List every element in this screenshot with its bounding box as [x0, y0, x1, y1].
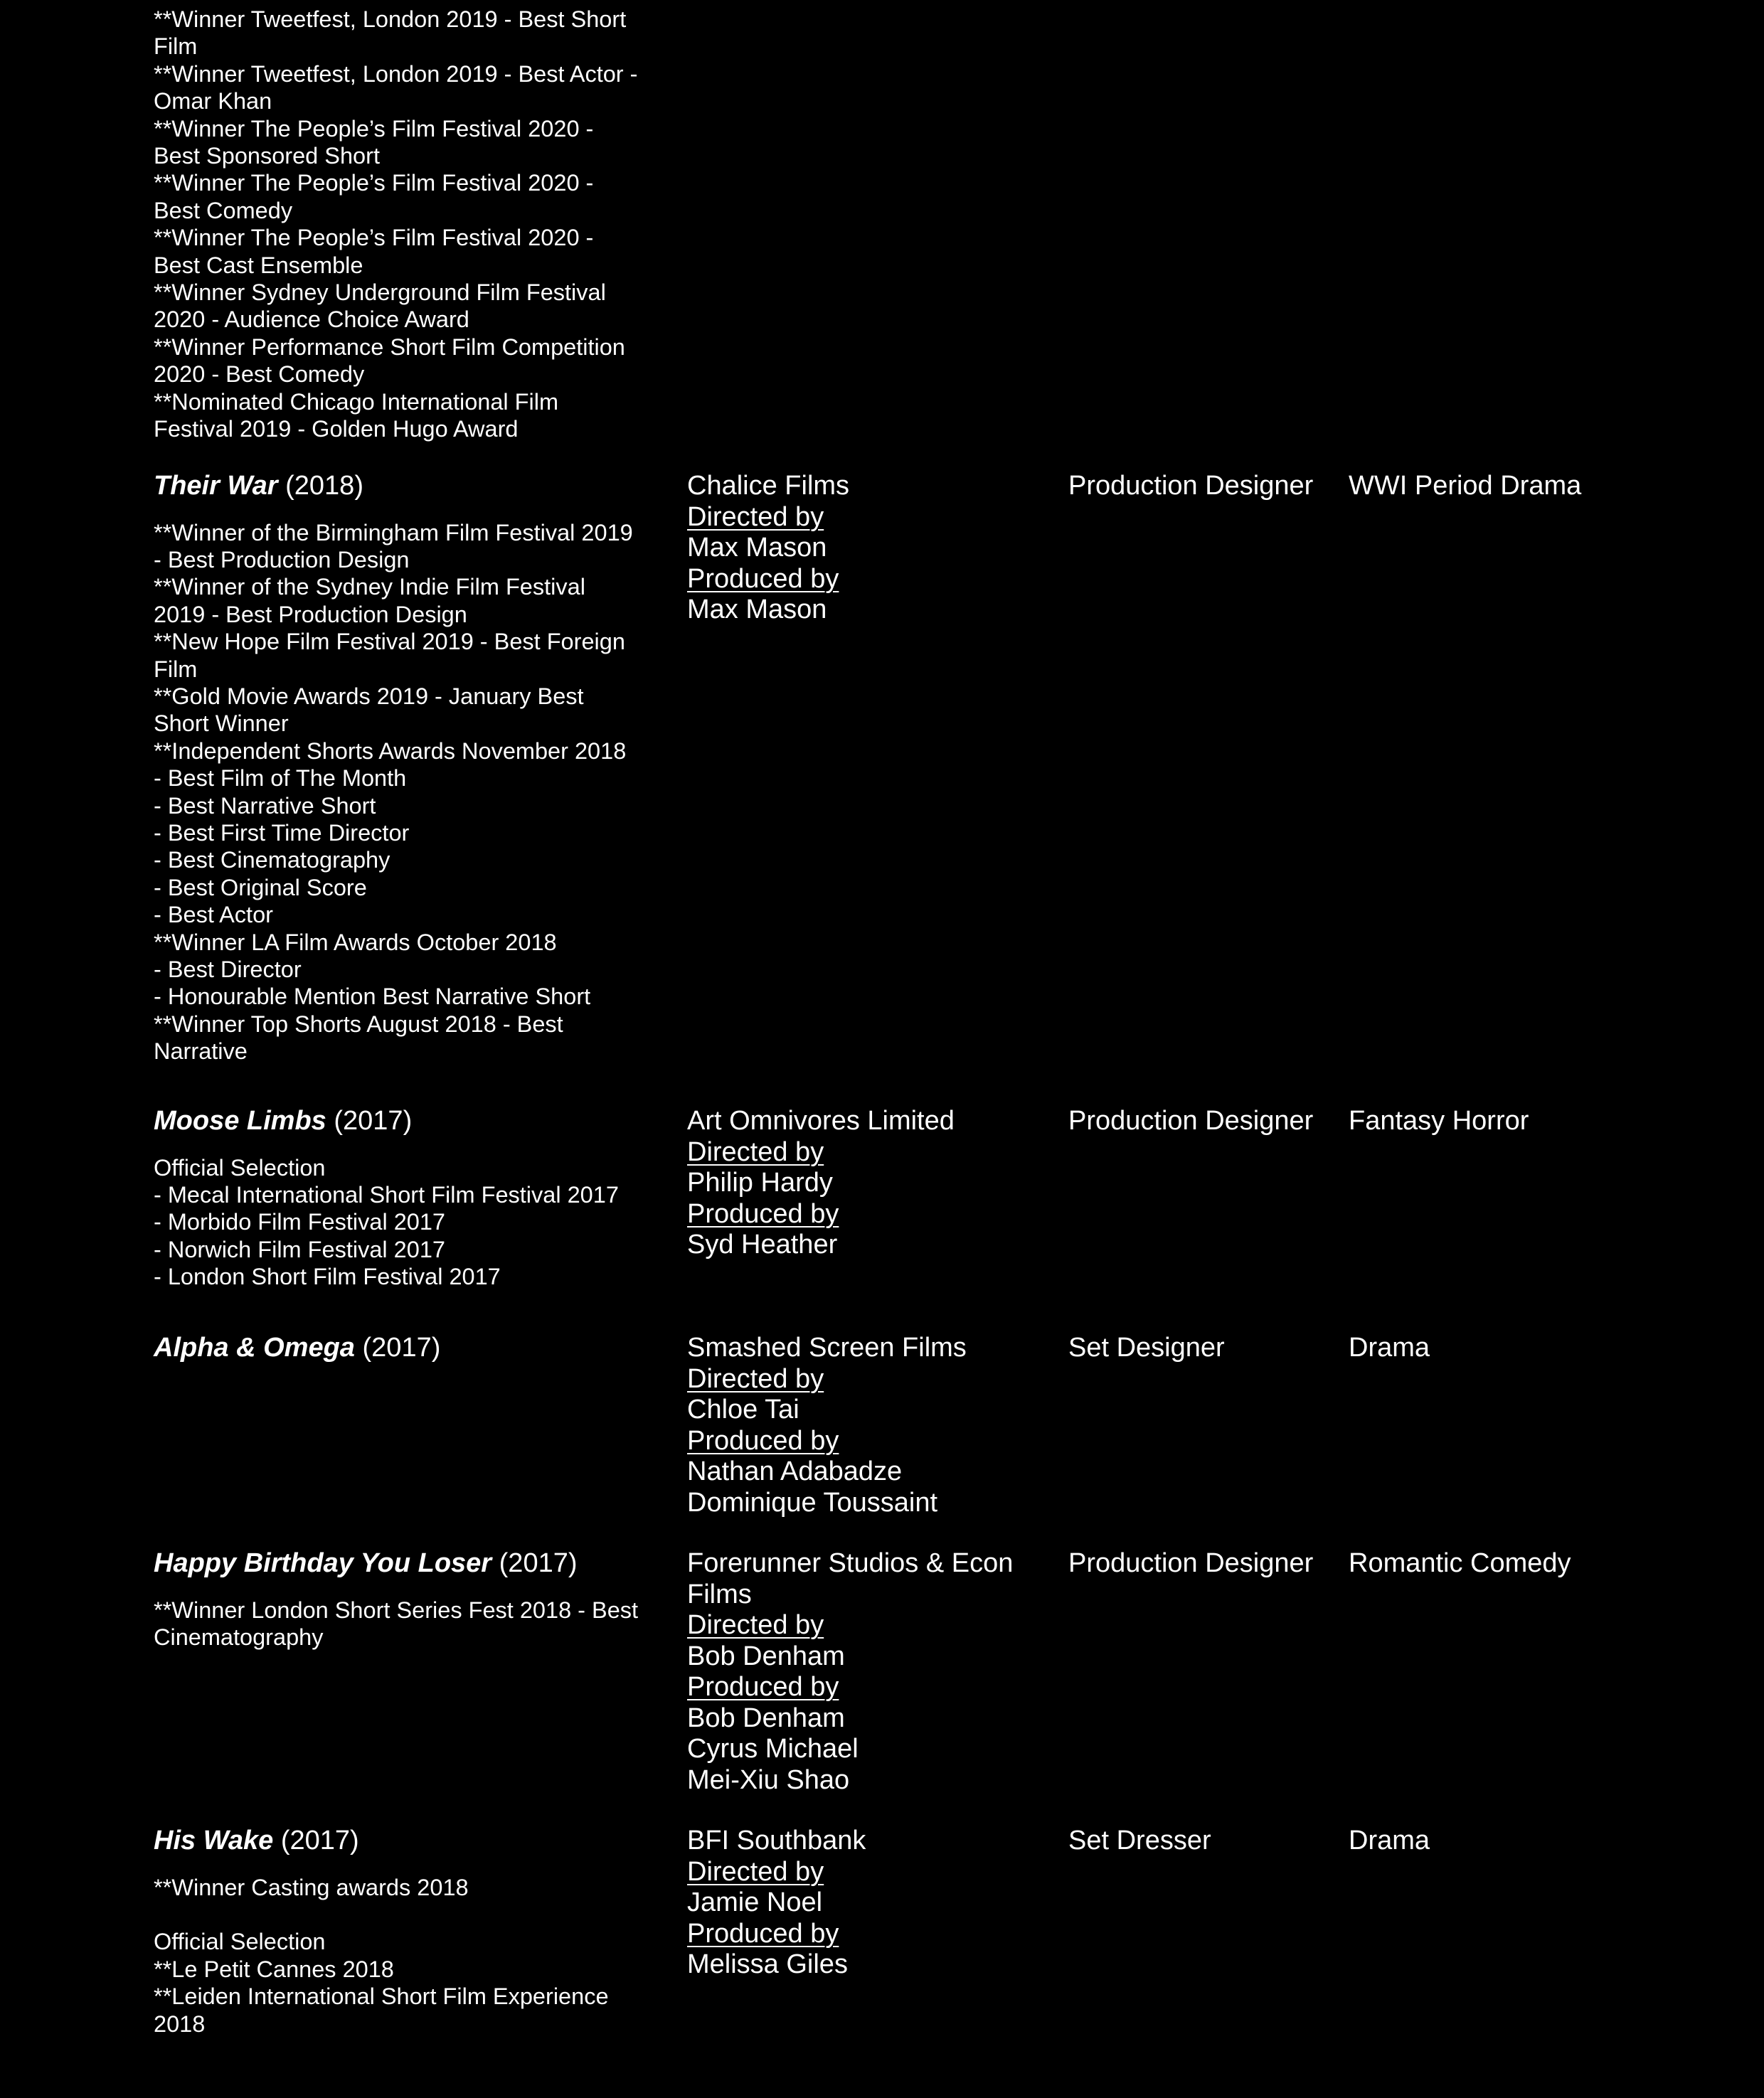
- producer-name: Melissa Giles: [687, 1949, 848, 1979]
- film-genre: WWI Period Drama: [1349, 471, 1582, 501]
- producer-name: Syd Heather: [687, 1230, 838, 1260]
- film-title-line: [154, 1826, 666, 1857]
- production-company: Art Omnivores Limited: [687, 1106, 955, 1136]
- award-line: **Winner The People’s Film Festival 2020 -: [154, 170, 594, 196]
- film-role: Production Designer: [1068, 1106, 1314, 1136]
- award-note: - Best Actor: [154, 902, 273, 928]
- producer-name: Dominique Toussaint: [687, 1487, 938, 1518]
- film-credits-column: [687, 1548, 1057, 1796]
- award-note: - Best Production Design: [154, 546, 410, 573]
- directed-by-label: Directed by: [687, 1856, 824, 1887]
- film-info-column: [154, 1106, 666, 1291]
- award-line: **Winner Tweetfest, London 2019 - Best Short: [154, 6, 627, 32]
- producer-name: Nathan Adabadze: [687, 1457, 903, 1486]
- film-year: (2017): [362, 1333, 441, 1363]
- award-note: - Best First Time Director: [154, 819, 410, 846]
- director-name: Chloe Tai: [687, 1395, 799, 1425]
- award-note: Official Selection: [154, 1929, 326, 1955]
- award-note: **Winner Casting awards 2018: [154, 1874, 469, 1900]
- director-name: Max Mason: [687, 533, 827, 563]
- award-line: **Winner Tweetfest, London 2019 - Best Actor -: [154, 60, 638, 87]
- film-credits-column: [687, 471, 1057, 626]
- film-info-column: [154, 1548, 666, 1651]
- film-title: Their War: [154, 471, 278, 501]
- award-note: 2018: [154, 2011, 206, 2037]
- award-note: - Best Cinematography: [154, 847, 390, 873]
- directed-by-label: Directed by: [687, 501, 824, 532]
- award-note: **Winner London Short Series Fest 2018 - Best: [154, 1597, 639, 1623]
- director-name: Philip Hardy: [687, 1168, 833, 1198]
- directed-by-label: Directed by: [687, 1363, 824, 1394]
- production-company: Forerunner Studios & Econ: [687, 1548, 1014, 1578]
- award-line: **Winner The People’s Film Festival 2020 -: [154, 115, 594, 142]
- film-genre: Drama: [1349, 1333, 1430, 1363]
- film-credits-column: [687, 1333, 1057, 1518]
- film-info-column: [154, 1333, 666, 1364]
- directed-by-label: Directed by: [687, 1610, 824, 1640]
- top-awards-list: [154, 6, 666, 443]
- award-line: Best Cast Ensemble: [154, 252, 363, 278]
- award-note: Narrative: [154, 1038, 248, 1065]
- award-note: **New Hope Film Festival 2019 - Best Foreign: [154, 629, 625, 655]
- award-note: **Winner of the Sydney Indie Film Festival: [154, 574, 585, 600]
- film-awards-notes: [154, 1154, 666, 1291]
- film-title-line: [154, 471, 666, 502]
- producer-name: Mei-Xiu Shao: [687, 1764, 850, 1795]
- producer-name: Cyrus Michael: [687, 1734, 859, 1764]
- award-note: [154, 1901, 666, 1928]
- film-genre: Fantasy Horror: [1349, 1106, 1529, 1136]
- film-year: (2017): [280, 1826, 359, 1855]
- director-name: Jamie Noel: [687, 1887, 823, 1917]
- produced-by-label: Produced by: [687, 1672, 839, 1702]
- film-title-line: [154, 1106, 666, 1137]
- film-awards-notes: [154, 519, 666, 1065]
- film-title: Happy Birthday You Loser: [154, 1548, 492, 1578]
- award-note: **Winner of the Birmingham Film Festival 2019: [154, 519, 633, 545]
- film-info-column: [154, 471, 666, 1065]
- award-note: - Best Film of The Month: [154, 765, 407, 792]
- award-note: **Le Petit Cannes 2018: [154, 1956, 394, 1982]
- award-note: - Norwich Film Festival 2017: [154, 1236, 445, 1262]
- award-note: - Best Original Score: [154, 874, 367, 900]
- film-title: Moose Limbs: [154, 1106, 326, 1136]
- award-note: Short Winner: [154, 710, 289, 737]
- award-note: - Honourable Mention Best Narrative Short: [154, 984, 591, 1010]
- film-title-line: [154, 1548, 666, 1580]
- award-line: 2020 - Best Comedy: [154, 361, 365, 388]
- film-year: (2017): [499, 1548, 578, 1578]
- award-line: **Winner Sydney Underground Film Festival: [154, 279, 606, 306]
- film-awards-notes: [154, 1874, 666, 2038]
- production-company: Smashed Screen Films: [687, 1333, 967, 1363]
- producer-name: Max Mason: [687, 595, 827, 624]
- produced-by-label: Produced by: [687, 1425, 839, 1456]
- film-year: (2017): [334, 1106, 413, 1136]
- award-note: - London Short Film Festival 2017: [154, 1264, 501, 1290]
- production-company: Chalice Films: [687, 471, 850, 501]
- film-genre: Drama: [1349, 1826, 1430, 1855]
- award-line: Best Sponsored Short: [154, 143, 380, 169]
- award-note: - Mecal International Short Film Festival 2017: [154, 1181, 619, 1208]
- film-title: His Wake: [154, 1826, 274, 1855]
- director-name: Bob Denham: [687, 1641, 845, 1671]
- film-info-column: [154, 1826, 666, 2038]
- film-year: (2018): [285, 471, 363, 501]
- award-line: **Nominated Chicago International Film: [154, 388, 559, 415]
- film-credits-column: [687, 1826, 1057, 1981]
- produced-by-label: Produced by: [687, 1918, 839, 1949]
- award-note: **Gold Movie Awards 2019 - January Best: [154, 683, 584, 709]
- award-line: 2020 - Audience Choice Award: [154, 307, 469, 333]
- award-line: Film: [154, 33, 198, 60]
- produced-by-label: Produced by: [687, 1198, 839, 1229]
- award-note: **Leiden International Short Film Experience: [154, 1983, 609, 2010]
- award-line: Omar Khan: [154, 88, 272, 115]
- award-note: **Independent Shorts Awards November 2018: [154, 738, 627, 764]
- produced-by-label: Produced by: [687, 563, 839, 594]
- award-note: **Winner Top Shorts August 2018 - Best: [154, 1011, 563, 1037]
- award-note: - Best Narrative Short: [154, 792, 376, 819]
- film-credits-column: [687, 1106, 1057, 1261]
- film-role: Set Designer: [1068, 1333, 1225, 1363]
- award-line: **Winner The People’s Film Festival 2020 -: [154, 225, 594, 251]
- award-line: Festival 2019 - Golden Hugo Award: [154, 416, 519, 442]
- film-role: Production Designer: [1068, 471, 1314, 501]
- film-role: Set Dresser: [1068, 1826, 1211, 1855]
- award-note: - Best Director: [154, 957, 302, 982]
- award-note: Official Selection: [154, 1154, 326, 1181]
- award-note: Cinematography: [154, 1624, 324, 1650]
- award-note: 2019 - Best Production Design: [154, 601, 467, 627]
- award-note: - Morbido Film Festival 2017: [154, 1209, 445, 1235]
- film-awards-notes: [154, 1597, 666, 1651]
- directed-by-label: Directed by: [687, 1136, 824, 1167]
- film-title: Alpha & Omega: [154, 1333, 355, 1363]
- award-note: Film: [154, 656, 198, 682]
- production-company: BFI Southbank: [687, 1826, 866, 1855]
- award-note: **Winner LA Film Awards October 2018: [154, 929, 557, 955]
- film-title-line: [154, 1333, 666, 1364]
- award-line: Best Comedy: [154, 197, 293, 223]
- film-genre: Romantic Comedy: [1349, 1548, 1571, 1578]
- production-company: Films: [687, 1579, 752, 1609]
- film-role: Production Designer: [1068, 1548, 1314, 1578]
- award-line: **Winner Performance Short Film Competition: [154, 334, 625, 360]
- producer-name: Bob Denham: [687, 1703, 845, 1733]
